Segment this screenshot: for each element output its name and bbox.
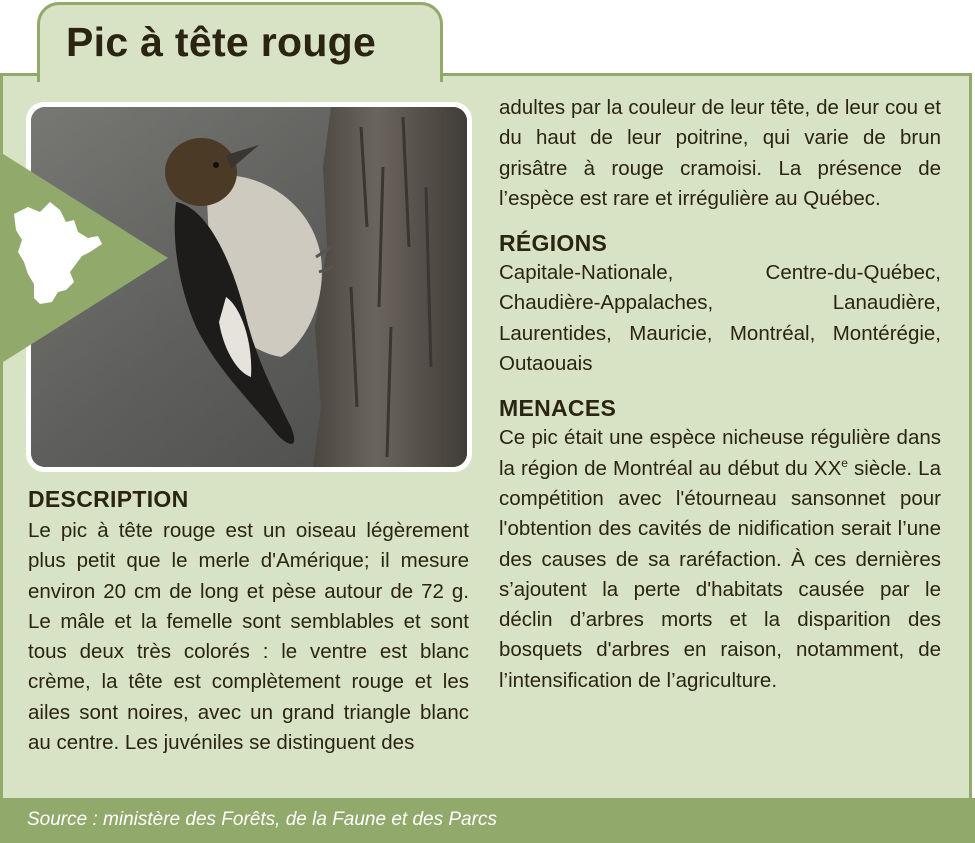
description-heading: DESCRIPTION bbox=[28, 486, 189, 512]
menaces-text-part2: siècle. La compétition avec l'étourneau sansonnet pour l'obtention des cavités de nidification serait l’une des causes de sa raréfaction. À ces dernières s’ajoutent la perte d'habitats causée par le déclin d’arbres morts et la disparition des bosquets d'arbres en raison, notamment, de l’intensification de l’agriculture. bbox=[499, 456, 941, 692]
regions-section bbox=[499, 228, 941, 379]
menaces-heading: MENACES bbox=[499, 395, 617, 422]
right-column bbox=[499, 93, 941, 696]
title-tab bbox=[37, 2, 443, 82]
regions-heading: RÉGIONS bbox=[499, 230, 608, 257]
menaces-text-part1: Ce pic était une espèce nicheuse régulière dans la région de Montréal au début du XX bbox=[499, 426, 941, 480]
description-continuation: adultes par la couleur de leur tête, de leur cou et du haut de leur poitrine, qui varie de brun grisâtre à rouge cramoisi. La présence de l’espèce est rare et irrégulière au Québec. bbox=[499, 96, 941, 210]
description-section bbox=[28, 484, 469, 758]
source-text: Source : ministère des Forêts, de la Faune et des Parcs bbox=[27, 809, 497, 830]
quebec-region-arrow bbox=[0, 152, 168, 364]
source-footer bbox=[0, 798, 975, 843]
description-text: Le pic à tête rouge est un oiseau légèrement plus petit que le merle d'Amérique; il mesure environ 20 cm de long et pèse autour de 72 g. Le mâle et la femelle sont semblables et sont tous deux très colorés : le ventre est blanc crème, la tête est complètement rouge et les ailes sont noires, avec un grand triangle blanc au centre. Les juvéniles se distinguent des bbox=[28, 519, 469, 755]
menaces-text bbox=[499, 423, 941, 696]
menaces-section bbox=[499, 393, 941, 696]
century-superscript: e bbox=[841, 455, 848, 470]
regions-text: Capitale-Nationale, Centre-du-Québec, Chaudière-Appalaches, Lanaudière, Laurentides, Mauricie, Montréal, Montérégie, Outaouais bbox=[499, 261, 941, 376]
page-title: Pic à tête rouge bbox=[66, 19, 377, 65]
